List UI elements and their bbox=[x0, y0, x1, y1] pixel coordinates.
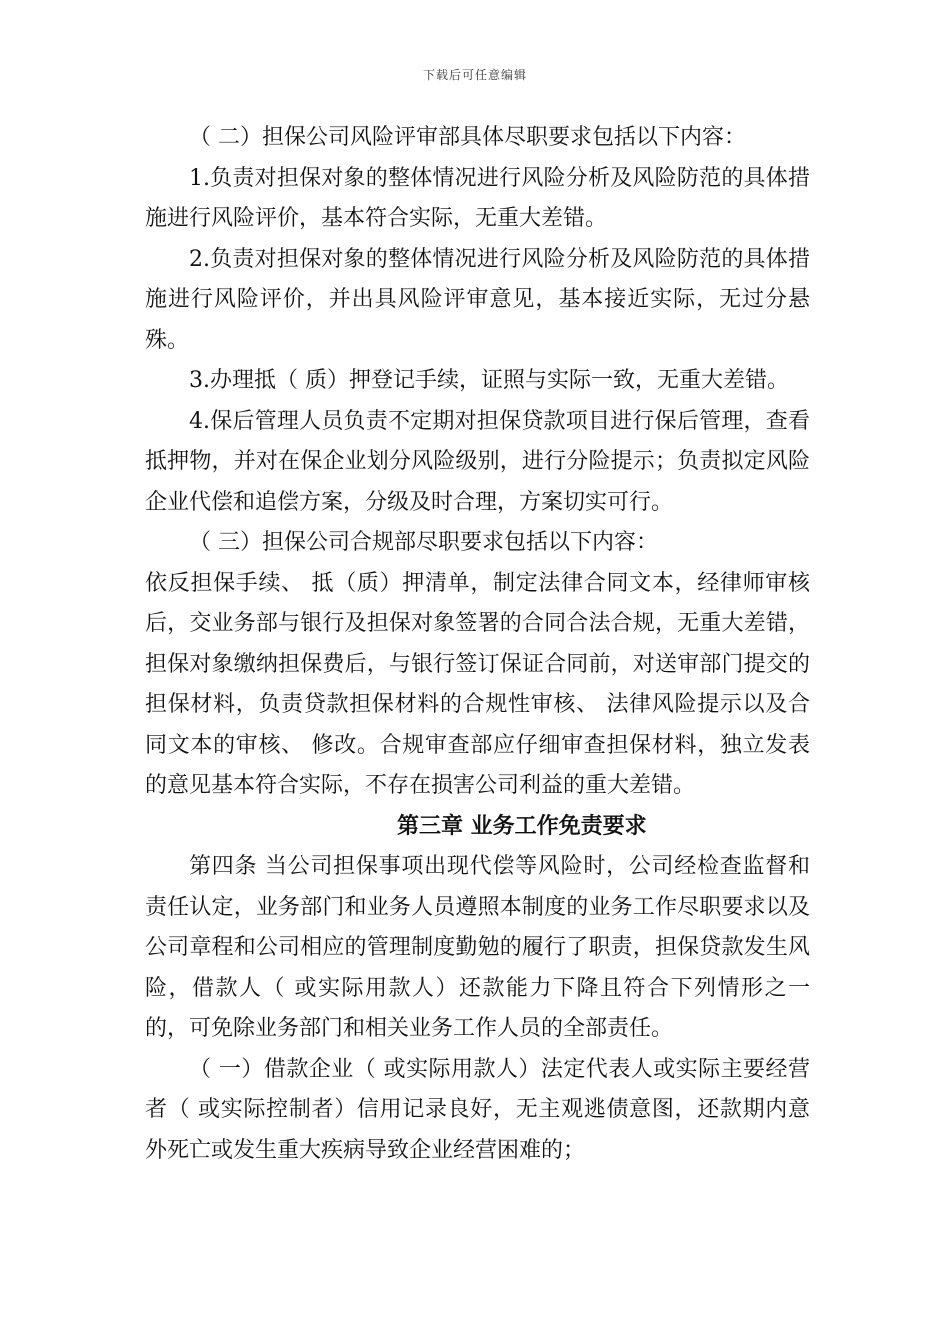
chapter-title: 第三章 业务工作免责要求 bbox=[397, 813, 647, 839]
paragraph-item-1: 1.负责对担保对象的整体情况进行风险分析及风险防范的具体措施进行风险评价，基本符合实际，无重大差错。 bbox=[145, 165, 810, 231]
paragraph-exemption-case-1: （ 一）借款企业（ 或实际用款人）法定代表人或实际主要经营者（ 或实际控制者）信用记录良好，无主观逃债意图，还款期内意外死亡或发生重大疾病导致企业经营困难的； bbox=[145, 1056, 810, 1163]
paragraph-item-4: 4.保后管理人员负责不定期对担保贷款项目进行保后管理，查看抵押物，并对在保企业划分风险级别，进行分险提示；负责拟定风险企业代偿和追偿方案，分级及时合理，方案切实可行。 bbox=[145, 408, 810, 515]
paragraph-compliance-requirements: 依反担保手续、 抵（质）押清单，制定法律合同文本，经律师审核后，交业务部与银行及担保对象签署的合同合法合规，无重大差错，担保对象缴纳担保费后，与银行签订保证合同前，对送审部门提交的担保材料，负责贷款担保材料的合规性审核、 法律风险提示以及合同文本的审核、 修改。合规审查部应仔细审查担保材料，独立发表的意见基本符合实际，不存在损害公司利益的重大差错。 bbox=[145, 570, 810, 798]
paragraph-section-three-heading: （ 三）担保公司合规部尽职要求包括以下内容： bbox=[189, 530, 658, 555]
page-header-note: 下载后可任意编辑 bbox=[422, 68, 527, 82]
paragraph-item-2: 2.负责对担保对象的整体情况进行风险分析及风险防范的具体措施进行风险评价，并出具风险评审意见，基本接近实际，无过分悬殊。 bbox=[145, 246, 810, 353]
paragraph-section-two-heading: （ 二）担保公司风险评审部具体尽职要求包括以下内容： bbox=[189, 125, 746, 150]
document-body bbox=[145, 118, 810, 1171]
paragraph-article-four: 第四条 当公司担保事项出现代偿等风险时，公司经检查监督和责任认定，业务部门和业务人员遵照本制度的业务工作尽职要求以及公司章程和公司相应的管理制度勤勉的履行了职责，担保贷款发生风险，借款人（ 或实际用款人）还款能力下降且符合下列情形之一的，可免除业务部门和相关业务工作人员的全部责任。 bbox=[145, 854, 810, 1041]
paragraph-item-3: 3.办理抵（ 质）押登记手续，证照与实际一致，无重大差错。 bbox=[189, 368, 789, 393]
